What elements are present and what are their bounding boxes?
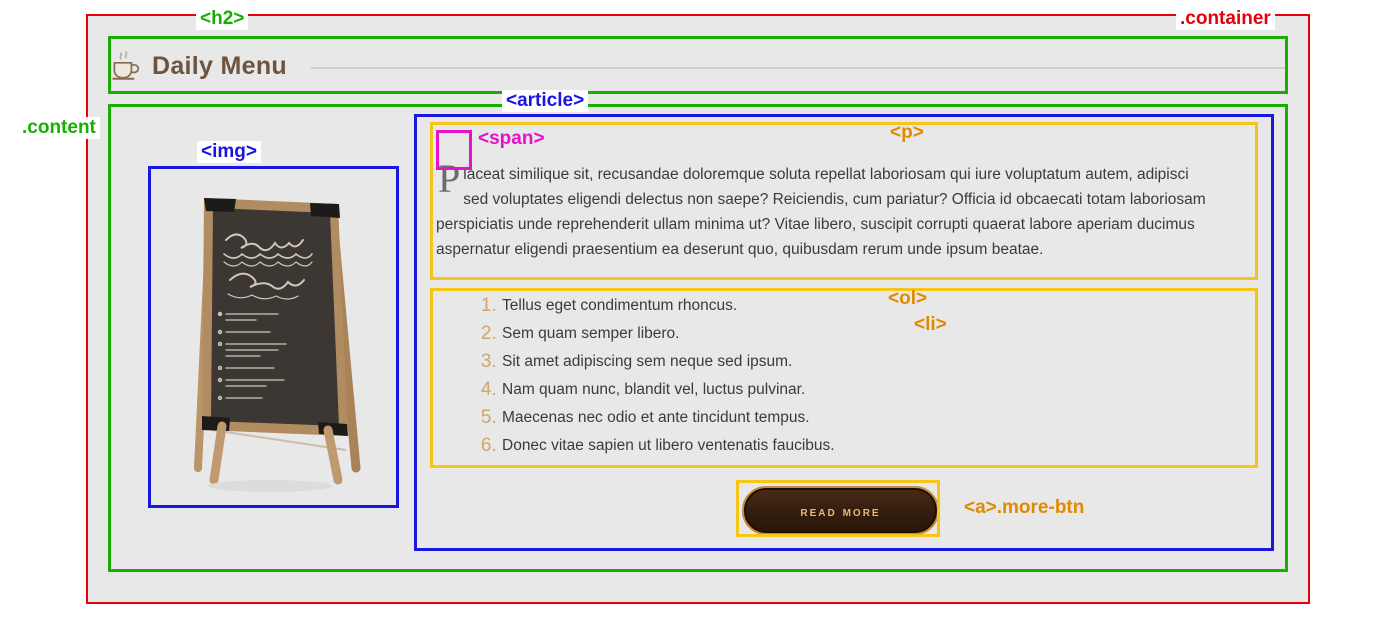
page-title: Daily Menu — [152, 51, 287, 80]
annotation-label-span: <span> — [478, 128, 545, 149]
annotation-label-article: <article> — [502, 90, 588, 112]
list-item-label: Sem quam semper libero. — [502, 325, 680, 342]
annotation-box-h2 — [108, 36, 1288, 94]
annotation-label-p: <p> — [890, 122, 924, 143]
annotation-label-li: <li> — [914, 314, 947, 335]
list-item-label: Nam quam nunc, blandit vel, luctus pulvinar. — [502, 381, 806, 398]
annotation-box-ol — [430, 288, 1258, 468]
paragraph-dropcap: P — [438, 155, 461, 201]
annotation-box-span — [436, 130, 472, 170]
annotation-box-p — [430, 122, 1258, 280]
list-item-label: Sit amet adipiscing sem neque sed ipsum. — [502, 353, 793, 370]
list-item-label: Donec vitae sapien ut libero ventenatis faucibus. — [502, 437, 835, 454]
read-more-button[interactable]: read more — [742, 486, 939, 535]
annotation-label-more-btn: <a>.more-btn — [964, 497, 1085, 518]
annotation-label-content: .content — [18, 117, 100, 139]
annotation-label-container: .container — [1176, 8, 1275, 30]
annotation-label-img: <img> — [197, 141, 261, 163]
list-item-label: Tellus eget condimentum rhoncus. — [502, 297, 738, 314]
annotation-label-ol: <ol> — [888, 288, 928, 309]
annotation-label-h2: <h2> — [196, 8, 248, 30]
annotation-box-img — [148, 166, 399, 508]
paragraph-text: laceat similique sit, recusandae doloremque soluta repellat laboriosam qui iure voluptatum autem, adipisci sed voluptates eligendi delectus non saepe? Reiciendis, cum pariatur? Officia id obcaecati totam laboriosam perspiciatis unde reprehenderit ullam minima ut? Vitae libero, suscipit corrupti quaerat labore aperiam ducimus aspernatur eligendi praesentium ea deserunt quo, quibusdam rerum unde ipsum beatae. — [436, 165, 1206, 258]
annotation-box-more-btn — [736, 480, 940, 537]
list-item-label: Maecenas nec odio et ante tincidunt tempus. — [502, 409, 810, 426]
